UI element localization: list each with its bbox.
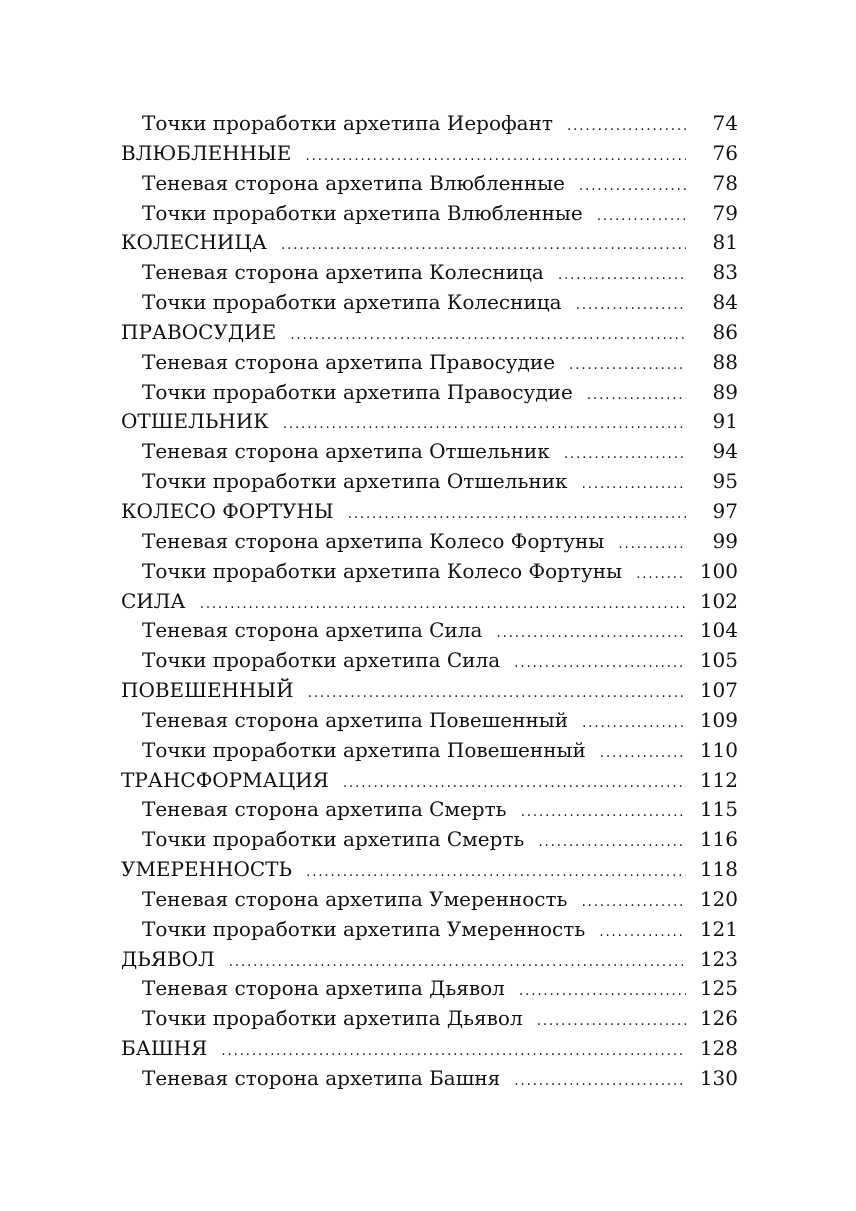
toc-entry-title: Точки проработки архетипа Дьявол	[142, 1006, 523, 1031]
toc-page-number: 118	[699, 857, 738, 882]
toc-dot-leader	[229, 948, 686, 978]
toc-subsection-entry	[121, 258, 738, 288]
toc-page-number: 91	[712, 409, 738, 434]
toc-dot-leader	[537, 1007, 686, 1037]
toc-entry-title: ТРАНСФОРМАЦИЯ	[121, 767, 329, 792]
toc-subsection-entry	[121, 974, 738, 1004]
toc-subsection-entry	[121, 288, 738, 318]
toc-entry-title: Теневая сторона архетипа Дьявол	[142, 976, 505, 1001]
toc-page-number: 104	[699, 618, 738, 643]
toc-section-entry	[121, 139, 738, 169]
toc-dot-leader	[221, 1037, 686, 1067]
toc-entry-title: Точки проработки архетипа Умеренность	[142, 916, 586, 941]
toc-dot-leader	[290, 321, 686, 351]
toc-page-number: 115	[699, 797, 738, 822]
toc-page-number: 76	[712, 140, 738, 165]
toc-section-entry	[121, 676, 738, 706]
toc-page-number: 102	[699, 588, 738, 613]
toc-subsection-entry	[121, 199, 738, 229]
toc-page-number: 99	[712, 528, 738, 553]
toc-dot-leader	[576, 291, 686, 321]
toc-dot-leader	[558, 261, 686, 291]
toc-entry-title: Точки проработки архетипа Влюбленные	[142, 200, 583, 225]
toc-subsection-entry	[121, 706, 738, 736]
toc-entry-title: Теневая сторона архетипа Отшельник	[142, 439, 550, 464]
toc-dot-leader	[306, 858, 686, 888]
toc-entry-title: Теневая сторона архетипа Умеренность	[142, 886, 568, 911]
toc-page-number: 74	[712, 111, 738, 135]
toc-subsection-entry	[121, 378, 738, 408]
toc-dot-leader	[343, 769, 686, 799]
toc-entry-title: Точки проработки архетипа Колесо Фортуны	[142, 558, 623, 583]
toc-dot-leader	[582, 470, 686, 500]
toc-entry-title: ДЬЯВОЛ	[121, 946, 215, 971]
toc-page-number: 81	[712, 230, 738, 255]
toc-section-entry	[121, 587, 738, 617]
toc-dot-leader	[567, 112, 686, 142]
toc-entry-title: УМЕРЕННОСТЬ	[121, 857, 292, 882]
toc-dot-leader	[200, 590, 686, 620]
toc-subsection-entry	[121, 1004, 738, 1034]
toc-dot-leader	[308, 679, 686, 709]
toc-dot-leader	[519, 977, 686, 1007]
toc-page-number: 83	[712, 260, 738, 285]
toc-subsection-entry	[121, 616, 738, 646]
toc-section-entry	[121, 766, 738, 796]
toc-entry-title: Точки проработки архетипа Отшельник	[142, 469, 568, 494]
toc-dot-leader	[600, 739, 686, 769]
toc-page-number: 78	[712, 170, 738, 195]
toc-dot-leader	[564, 440, 686, 470]
toc-entry-title: Теневая сторона архетипа Колесница	[142, 260, 544, 285]
toc-page-number: 79	[712, 200, 738, 225]
toc-entry-title: ВЛЮБЛЕННЫЕ	[121, 140, 292, 165]
toc-entry-title: Точки проработки архетипа Правосудие	[142, 379, 573, 404]
toc-section-entry	[121, 1034, 738, 1064]
toc-entry-title: Теневая сторона архетипа Влюбленные	[142, 170, 565, 195]
toc-entry-title: КОЛЕСНИЦА	[121, 230, 267, 255]
toc-entry-title: Точки проработки архетипа Смерть	[142, 827, 525, 852]
toc-entry-title: ПОВЕШЕННЫЙ	[121, 678, 294, 703]
toc-page-number: 88	[712, 349, 738, 374]
toc-entry-title: Точки проработки архетипа Иерофант	[142, 111, 553, 135]
toc-page-number: 116	[699, 827, 738, 852]
toc-page-number: 89	[712, 379, 738, 404]
toc-subsection-entry	[121, 109, 738, 139]
toc-page-number: 112	[699, 767, 738, 792]
toc-entry-title: ОТШЕЛЬНИК	[121, 409, 269, 434]
toc-page-number: 107	[699, 678, 738, 703]
toc-entry-title: КОЛЕСО ФОРТУНЫ	[121, 498, 334, 523]
toc-dot-leader	[496, 619, 686, 649]
toc-dot-leader	[514, 1067, 686, 1097]
toc-subsection-entry	[121, 348, 738, 378]
toc-page-number: 95	[712, 469, 738, 494]
toc-subsection-entry	[121, 557, 738, 587]
toc-dot-leader	[348, 500, 686, 530]
toc-dot-leader	[305, 142, 686, 172]
toc-section-entry	[121, 318, 738, 348]
toc-dot-leader	[618, 530, 686, 560]
toc-dot-leader	[538, 828, 686, 858]
toc-page-number: 120	[699, 886, 738, 911]
toc-dot-leader	[569, 351, 686, 381]
toc-dot-leader	[283, 410, 686, 440]
toc-dot-leader	[636, 560, 686, 590]
toc-subsection-entry	[121, 915, 738, 945]
toc-subsection-entry	[121, 527, 738, 557]
toc-subsection-entry	[121, 825, 738, 855]
toc-dot-leader	[521, 798, 686, 828]
toc-page-number: 97	[712, 498, 738, 523]
toc-page-number: 94	[712, 439, 738, 464]
toc-page-number: 109	[699, 707, 738, 732]
toc-subsection-entry	[121, 646, 738, 676]
toc-entry-title: Теневая сторона архетипа Смерть	[142, 797, 507, 822]
toc-entry-title: Теневая сторона архетипа Правосудие	[142, 349, 556, 374]
toc-dot-leader	[579, 172, 686, 202]
toc-page-number: 125	[699, 976, 738, 1001]
toc-page-number: 100	[699, 558, 738, 583]
toc-page-number: 84	[712, 290, 738, 315]
toc-subsection-entry	[121, 736, 738, 766]
toc-entry-title: Теневая сторона архетипа Колесо Фортуны	[142, 528, 605, 553]
toc-dot-leader	[599, 918, 686, 948]
toc-subsection-entry	[121, 1064, 738, 1094]
toc-section-entry	[121, 228, 738, 258]
toc-dot-leader	[581, 888, 686, 918]
toc-dot-leader	[514, 649, 686, 679]
toc-page-number: 130	[699, 1066, 738, 1090]
toc-subsection-entry	[121, 467, 738, 497]
toc-subsection-entry	[121, 437, 738, 467]
toc-entry-title: Точки проработки архетипа Колесница	[142, 290, 562, 315]
toc-subsection-entry	[121, 795, 738, 825]
toc-page-number: 128	[699, 1036, 738, 1061]
toc-entry-title: Точки проработки архетипа Повешенный	[142, 737, 586, 762]
toc-dot-leader	[281, 231, 686, 261]
toc-entry-title: СИЛА	[121, 588, 186, 613]
toc-section-entry	[121, 497, 738, 527]
toc-page-number: 121	[699, 916, 738, 941]
toc-entry-title: Теневая сторона архетипа Повешенный	[142, 707, 569, 732]
toc-entry-title: ПРАВОСУДИЕ	[121, 319, 277, 344]
toc-subsection-entry	[121, 885, 738, 915]
toc-section-entry	[121, 407, 738, 437]
toc-page-number: 126	[699, 1006, 738, 1031]
toc-subsection-entry	[121, 169, 738, 199]
toc-entry-title: Теневая сторона архетипа Башня	[142, 1066, 501, 1090]
toc-entry-title: Точки проработки архетипа Сила	[142, 648, 501, 673]
toc-entry-title: Теневая сторона архетипа Сила	[142, 618, 483, 643]
toc-dot-leader	[582, 709, 686, 739]
toc-page-number: 123	[699, 946, 738, 971]
toc-section-entry	[121, 855, 738, 885]
table-of-contents	[121, 109, 738, 1094]
toc-page-number: 110	[699, 737, 738, 762]
toc-dot-leader	[597, 202, 686, 232]
toc-dot-leader	[587, 381, 686, 411]
toc-entry-title: БАШНЯ	[121, 1036, 208, 1061]
toc-page-number: 86	[712, 319, 738, 344]
toc-section-entry	[121, 945, 738, 975]
toc-page-number: 105	[699, 648, 738, 673]
